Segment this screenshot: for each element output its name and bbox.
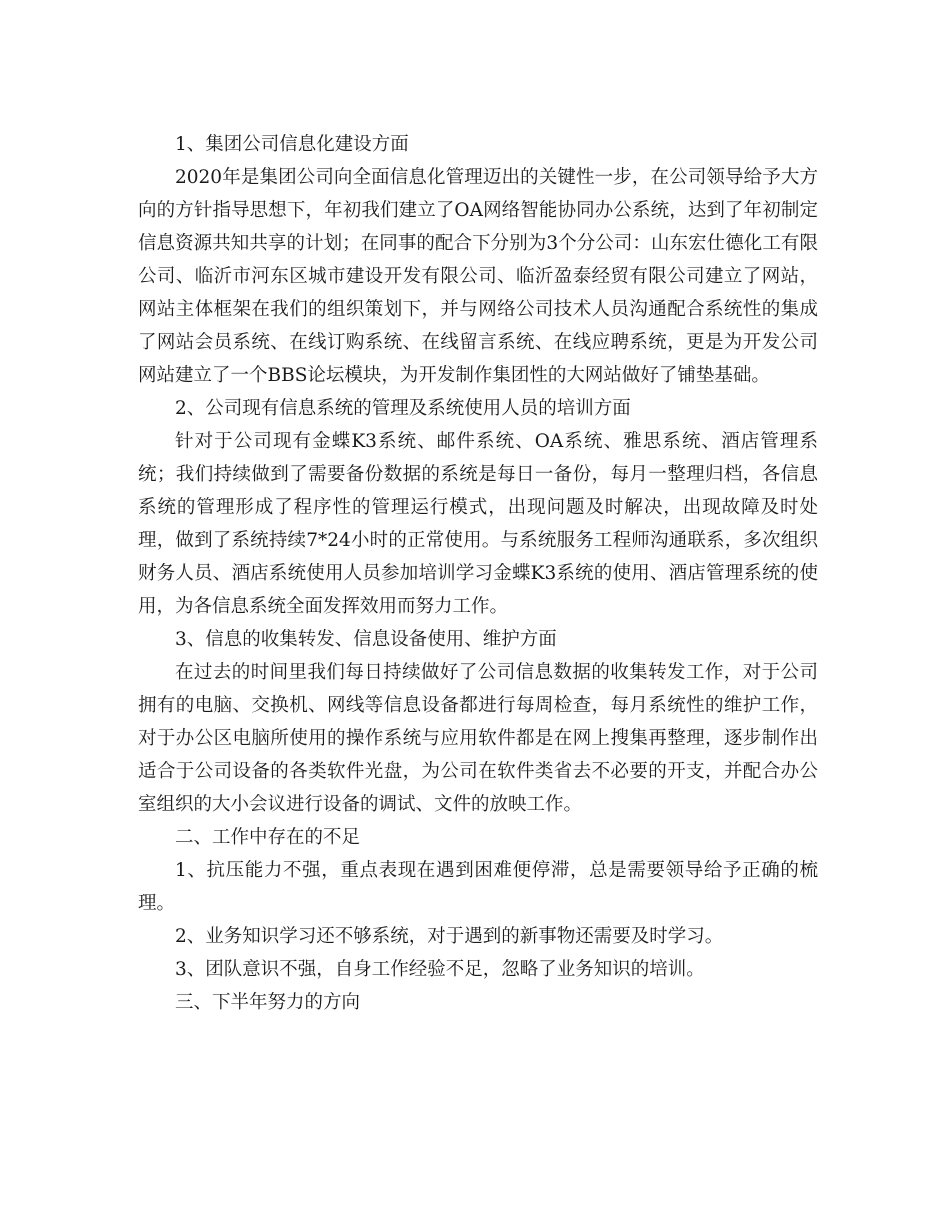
section-heading-equipment: 3、信息的收集转发、信息设备使用、维护方面 <box>175 629 557 650</box>
section-heading-shortcomings: 二、工作中存在的不足 <box>175 827 361 848</box>
section-heading-system-management: 2、公司现有信息系统的管理及系统使用人员的培训方面 <box>175 398 631 419</box>
section-heading-next-half: 三、下半年努力的方向 <box>175 992 361 1013</box>
shortcoming-item-1: 1、抗压能力不强，重点表现在遇到困难便停滞，总是需要领导给予正确的梳理。 <box>138 860 818 914</box>
paragraph-system-management: 针对于公司现有金蝶K3系统、邮件系统、OA系统、雅思系统、酒店管理系统；我们持续做到了需要备份数据的系统是每日一备份，每月一整理归档，各信息系统的管理形成了程序性的管理运行模式，出现问题及时解决，出现故障及时处理，做到了系统持续7*24小时的正常使用。与系统服务工程师沟通联系，多次组织财务人员、酒店系统使用人员参加培训学习金蝶K3系统的使用、酒店管理系统的使用，为各信息系统全面发挥效用而努力工作。 <box>138 431 818 617</box>
document-body <box>138 128 818 1019</box>
shortcoming-item-2: 2、业务知识学习还不够系统，对于遇到的新事物还需要及时学习。 <box>175 926 724 947</box>
section-heading-informatization: 1、集团公司信息化建设方面 <box>175 134 409 155</box>
shortcoming-item-3: 3、团队意识不强，自身工作经验不足，忽略了业务知识的培训。 <box>175 959 705 980</box>
paragraph-equipment: 在过去的时间里我们每日持续做好了公司信息数据的收集转发工作，对于公司拥有的电脑、交换机、网线等信息设备都进行每周检查，每月系统性的维护工作，对于办公区电脑所使用的操作系统与应用软件都是在网上搜集再整理，逐步制作出适合于公司设备的各类软件光盘，为公司在软件类省去不必要的开支，并配合办公室组织的大小会议进行设备的调试、文件的放映工作。 <box>138 662 818 815</box>
paragraph-informatization: 2020年是集团公司向全面信息化管理迈出的关键性一步，在公司领导给予大方向的方针指导思想下，年初我们建立了OA网络智能协同办公系统，达到了年初制定信息资源共知共享的计划；在同事的配合下分别为3个分公司：山东宏仕德化工有限公司、临沂市河东区城市建设开发有限公司、临沂盈泰经贸有限公司建立了网站，网站主体框架在我们的组织策划下，并与网络公司技术人员沟通配合系统性的集成了网站会员系统、在线订购系统、在线留言系统、在线应聘系统，更是为开发公司网站建立了一个BBS论坛模块，为开发制作集团性的大网站做好了铺垫基础。 <box>138 167 818 386</box>
